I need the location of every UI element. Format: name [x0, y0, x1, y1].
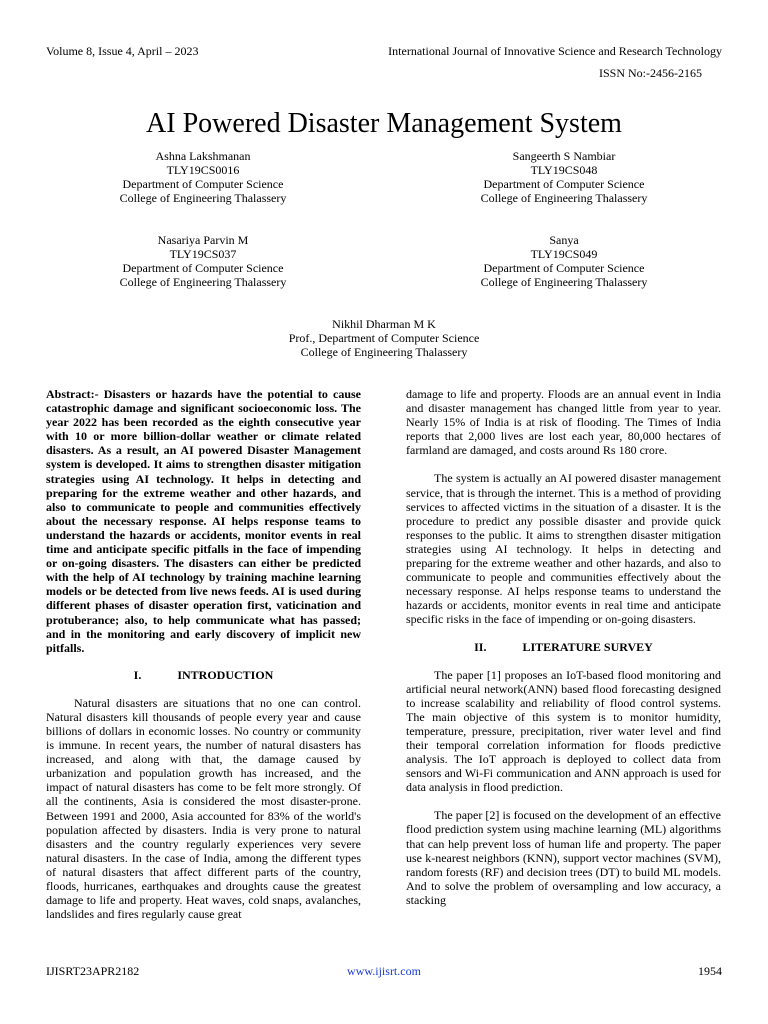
author-block [234, 317, 534, 359]
body-paragraph: damage to life and property. Floods are an annual event in India and disaster management has changed little from year to year. Nearly 15% of India is at risk of flooding. The Times of India reports that 2,000 lives are lost each year, 80,000 hectares of farmland are damaged, and costs around Rs 180 crore. [406, 387, 721, 458]
paper-title: AI Powered Disaster Management System [146, 107, 622, 139]
author-role: Prof., Department of Computer Science [288, 331, 480, 345]
author-id: TLY19CS0016 [166, 163, 240, 177]
page-number: 1954 [698, 964, 722, 978]
author-college: College of Engineering Thalassery [300, 345, 468, 359]
author-id: TLY19CS037 [169, 247, 237, 261]
author-block [434, 149, 694, 205]
section-title: LITERATURE SURVEY [522, 639, 653, 654]
left-column [46, 387, 361, 921]
author-dept: Department of Computer Science [483, 261, 645, 275]
literature-paragraph: The paper [1] proposes an IoT-based flood monitoring and artificial neural network(ANN) based flood forecasting designed to increase scalability and reliability of flood control systems. The main objective of this system is to monitor humidity, temperature, pressure, precipitation, river water level and find their temporal correlation information for floods predictive analysis. The IoT approach is deployed to collect data from sensors and Wi-Fi communication and ANN approach is used for data analysis in flood prediction. [406, 667, 721, 795]
footer-link-container [0, 964, 768, 978]
author-college: College of Engineering Thalassery [480, 191, 648, 205]
abstract: Abstract:- Disasters or hazards have the potential to cause catastrophic damage and significant socioeconomic loss. The year 2022 has been recorded as the eighth consecutive year with 10 or more billion-dollar weather or climate related disasters. As a result, an AI powered Disaster Management system is developed. It aims to strengthen disaster mitigation strategies using AI technology. It helps in detecting and preparing for the extreme weather and other hazards, and also to communicate to people and communities effectively about the necessary response. AI helps response teams to understand the hazards or accidents, monitor events in real time and anticipate specific pitfalls in the face of impending or on-going disasters. The disasters can either be predicted with the help of AI technology by training machine learning models or be detected from live news feeds. AI is used during different phases of disaster operation first, vaticination and protuberance; also, to help communicate what has passed; and in the monitoring and early discovery of implicit new pitfalls. [46, 387, 361, 655]
author-block [73, 149, 333, 205]
author-dept: Department of Computer Science [122, 177, 284, 191]
author-id: TLY19CS049 [530, 247, 598, 261]
author-dept: Department of Computer Science [483, 177, 645, 191]
section-number: I. [133, 667, 142, 682]
right-column [406, 387, 721, 907]
section-heading-literature-survey [406, 640, 721, 654]
website-link[interactable]: www.ijisrt.com [347, 964, 421, 978]
author-name: Sanya [549, 233, 579, 247]
section-heading-introduction [46, 668, 361, 682]
author-dept: Department of Computer Science [122, 261, 284, 275]
section-number: II. [474, 639, 487, 654]
author-name: Sangeerth S Nambiar [512, 149, 616, 163]
author-college: College of Engineering Thalassery [480, 275, 648, 289]
author-name: Nikhil Dharman M K [332, 317, 436, 331]
section-title: INTRODUCTION [177, 667, 274, 682]
author-name: Ashna Lakshmanan [155, 149, 251, 163]
paper-id: IJISRT23APR2182 [46, 964, 140, 978]
author-block [434, 233, 694, 289]
author-college: College of Engineering Thalassery [119, 191, 287, 205]
author-college: College of Engineering Thalassery [119, 275, 287, 289]
literature-paragraph: The paper [2] is focused on the development of an effective flood prediction system using machine learning (ML) algorithms that can help prevent loss of human life and property. The paper use k-nearest neighbors (KNN), support vector machines (SVM), random forests (RF) and decision trees (DT) to build ML models. And to solve the problem of oversampling and low accuracy, a stacking [406, 808, 721, 907]
journal-issn: ISSN No:-2456-2165 [598, 66, 702, 80]
author-block [73, 233, 333, 289]
journal-name: International Journal of Innovative Science and Research Technology [388, 44, 722, 58]
introduction-paragraph: Natural disasters are situations that no one can control. Natural disasters kill thousands of people every year and cause billions of dollars in economic losses. No country or community is immune. In recent years, the number of natural disasters has increased, and along with that, the damage caused by urbanization and population growth has increased, and the impact of natural disasters has come to be felt more strongly. Of all the continents, Asia is considered the most disaster-prone. Between 1991 and 2000, Asia accounted for 83% of the world's population affected by disasters. India is very prone to natural disasters and the country regularly experiences very severe natural disasters. In the case of India, among the different types of natural disasters that affect different parts of the country, floods, hurricanes, earthquakes and droughts cause the greatest damage to life and property. Heat waves, cold snaps, avalanches, landslides and fires regularly cause great [46, 695, 361, 922]
body-paragraph: The system is actually an AI powered disaster management service, that is through the internet. This is a method of providing services to affected victims in the situation of a disaster. It is the procedure to predict any possible disaster and provide quick responses to the public. It aims to strengthen disaster mitigation strategies using AI technology. It helps in detecting and preparing for the extreme weather and other hazards, and also to communicate to people and communities effectively about the necessary response. AI helps response teams to understand the hazards or accidents, monitor events in real time and anticipate specific risks in the face of impending or on-going disasters. [406, 471, 721, 627]
journal-volume: Volume 8, Issue 4, April – 2023 [46, 44, 199, 58]
author-name: Nasariya Parvin M [157, 233, 249, 247]
author-id: TLY19CS048 [530, 163, 598, 177]
